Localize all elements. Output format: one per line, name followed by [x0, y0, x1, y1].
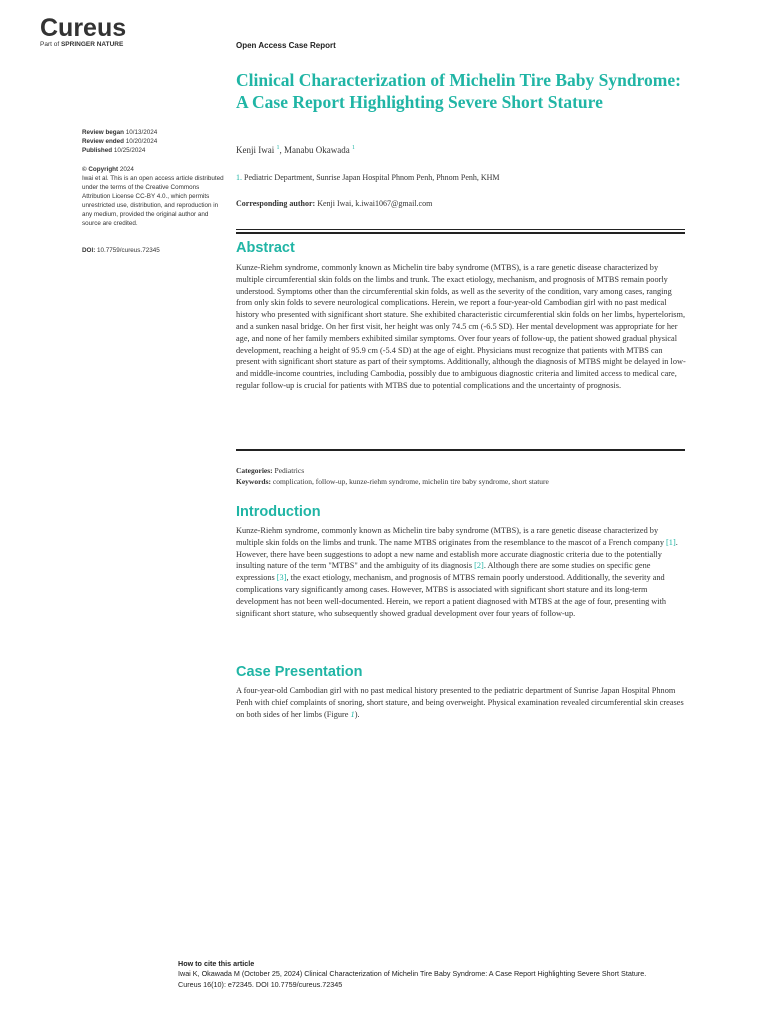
journal-logo[interactable] [40, 14, 126, 48]
review-ended-date: 10/20/2024 [125, 138, 158, 145]
published-date: 10/25/2024 [113, 147, 146, 154]
keywords: complication, follow-up, kunze-riehm syndrome, michelin tire baby syndrome, short stature [272, 476, 549, 486]
divider [236, 232, 685, 234]
author-affiliation-marker[interactable]: 1 [351, 145, 355, 151]
case-presentation-text: A four-year-old Cambodian girl with no past medical history presented to the pediatric department of Sunrise Japan Hospital Phnom Penh with chief complaints of snoring, short stature, and being overweight. Physical examination revealed circumferential skin creases on both sides of her limbs (Figure 1). [236, 686, 684, 719]
license-text: Iwai et al. This is an open access article distributed under the terms of the Creative Commons Attribution License CC-BY 4.0., which permits unrestricted use, distribution, and reproduction in any medium, provided the original author and source are credited. [82, 175, 224, 227]
citation-label: How to cite this article [178, 959, 255, 968]
citation-line: Cureus 16(10): e72345. DOI 10.7759/cureus.72345 [178, 979, 343, 989]
logo-wordmark: Cureus [40, 14, 127, 42]
author-list: Kenji Iwai $^1$, Manabu Okawada $^1$ [236, 145, 355, 155]
abstract-heading: Abstract [236, 240, 295, 256]
citation-footer [178, 959, 748, 990]
affiliation [236, 173, 500, 182]
logo-subtitle: Part of SPRINGER NATURE [40, 41, 124, 48]
divider [236, 449, 685, 451]
article-metadata: Categories: Pediatrics Keywords: complication, follow-up, kunze-riehm syndrome, michelin tire baby syndrome, short stature [236, 466, 549, 486]
corresponding-author [236, 199, 432, 208]
case-presentation-heading: Case Presentation [236, 664, 363, 680]
affiliation-text: Pediatric Department, Sunrise Japan Hospital Phnom Penh, Phnom Penh, KHM [244, 173, 500, 182]
article-type: Open Access Case Report [236, 41, 336, 50]
doi: DOI: 10.7759/cureus.72345 [82, 247, 160, 254]
reference-link[interactable]: [2] [474, 561, 484, 571]
category-link[interactable]: Pediatrics [274, 466, 305, 475]
corresponding-value[interactable]: Kenji Iwai, k.iwai1067@gmail.com [317, 199, 433, 208]
author-name[interactable]: Kenji Iwai [236, 145, 275, 155]
figure-link[interactable]: 1 [350, 709, 355, 719]
article-dates: Review began 10/13/2024 Review ended 10/20/2024 Published 10/25/2024 [82, 129, 158, 154]
review-began-date: 10/13/2024 [125, 129, 158, 136]
citation-line: Iwai K, Okawada M (October 25, 2024) Clinical Characterization of Michelin Tire Baby Syndrome: A Case Report Highlighting Severe Short Stature. [178, 969, 647, 979]
copyright-notice: © Copyright 2024 Iwai et al. This is an open access article distributed under the terms of the Creative Commons Attribution License CC-BY 4.0., which permits unrestricted use, distribution, and reproduction in any medium, provided the original author and source are credited. [82, 166, 224, 227]
reference-link[interactable]: [3] [276, 573, 287, 583]
corresponding-label: Corresponding author: [236, 199, 316, 208]
affiliation-number: 1. [236, 173, 242, 182]
reference-link[interactable]: [1] [666, 537, 676, 547]
doi-value[interactable]: 10.7759/cureus.72345 [97, 247, 160, 254]
author-affiliation-marker[interactable]: 1 [276, 145, 280, 151]
divider [236, 229, 685, 230]
introduction-text: Kunze-Riehm syndrome, commonly known as Michelin tire baby syndrome (MTBS), is a rare genetic disease characterized by multiple skin folds on the limbs and trunk. The name MTBS originates from the resemblance to the mascot of a French company [1]. However, there have been suggestions to adopt a new name and establish more accurate diagnostic criteria due to the potentially insulting nature of the term "MTBS" and the ambiguity of its diagnosis [2]. Although there are some studies on specific gene expressions [3], the exact etiology, mechanism, and prognosis of MTBS remain poorly understood. Additionally, the severity and complications vary significantly among cases. However, MTBS is associated with significant short stature and its long-term development has not been well-documented. Herein, we report a patient diagnosed with MTBS at the age of four, presenting with significant short stature, who subsequently showed gradual development over four years of follow-up. [236, 526, 678, 618]
abstract-text: Kunze-Riehm syndrome, commonly known as Michelin tire baby syndrome (MTBS), is a rare genetic disease characterized by multiple circumferential skin folds on the limbs and trunk. The exact etiology, mechanism, and prognosis of MTBS remain poorly understood. Symptoms other than the circumferential skin folds, as well as the severity of the condition, vary among cases, ranging from only skin folds to severe neurological complications. Herein, we report a four-year-old Cambodian girl with no past medical history who presented with significant short stature. She exhibited characteristic circumferential skin folds on her limbs, hypertelorism, and a sunken nasal bridge. On her first visit, her height was only 74.5 cm (-6.5 SD). Her mental development was appropriate for her age, and none of her family members exhibited similar symptoms. Over four years of follow-up, the patient showed gradual physical development, reaching a height of 95.9 cm (-5.4 SD) at the age of eight. Physicians must recognize that patients with MTBS can present with significant short stature as part of their symptoms. Additionally, although the diagnosis of MTBS might be delayed in low- and middle-income countries, including Cambodia, possibly due to ambiguous diagnostic criteria and limited access to medical care, regular follow-up is crucial for patients with MTBS due to potential complications and the uncertainty of prognosis. [236, 263, 686, 390]
article-title: Clinical Characterization of Michelin Tire Baby Syndrome: A Case Report Highlighting Severe Short Stature [236, 70, 681, 112]
author-name[interactable]: Manabu Okawada [284, 145, 350, 155]
introduction-heading: Introduction [236, 504, 321, 520]
